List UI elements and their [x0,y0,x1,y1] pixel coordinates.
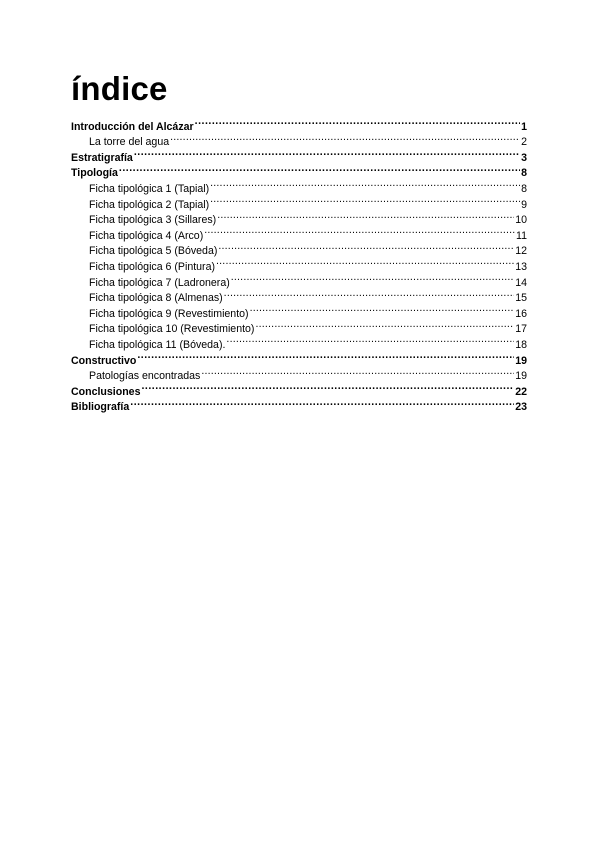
toc-entry-page-number: 8 [521,167,527,180]
toc-dot-leader [201,364,514,380]
toc-entry-page-number: 11 [516,229,527,242]
toc-entry-page-number: 19 [515,354,527,367]
toc-entry[interactable] [71,348,527,367]
toc-entry-label: Ficha tipológica 7 (Ladronera) [89,276,230,289]
toc-entry-label: Constructivo [71,354,137,367]
toc-entry-page-number: 9 [521,198,527,211]
toc-dot-leader [119,161,520,177]
toc-entry-label: Ficha tipológica 6 (Pintura) [89,260,216,273]
toc-entry-label: Patologías encontradas [89,370,201,383]
toc-entry-page-number: 14 [515,276,527,289]
toc-dot-leader [195,114,520,130]
toc-dot-leader [250,301,515,317]
toc-dot-leader [204,223,515,239]
toc-entry-label: Ficha tipológica 5 (Bóveda) [89,245,218,258]
toc-entry-label: Ficha tipológica 4 (Arco) [89,229,204,242]
toc-entry-page-number: 22 [515,385,527,398]
toc-dot-leader [218,239,514,255]
toc-dot-leader [137,348,514,364]
toc-dot-leader [141,379,514,395]
toc-entry-page-number: 8 [521,182,527,195]
toc-entry[interactable] [71,161,527,180]
toc-entry-page-number: 15 [515,292,527,305]
toc-entry-label: Estratigrafía [71,151,133,164]
toc-dot-leader [170,130,520,146]
toc-entry-page-number: 23 [515,401,527,414]
toc-dot-leader [224,286,515,302]
toc-entry-page-number: 19 [515,370,527,383]
toc-dot-leader [210,192,520,208]
toc-entry-page-number: 18 [515,338,527,351]
toc-entry-page-number: 17 [515,323,527,336]
toc-entry[interactable] [71,114,527,133]
toc-entry-label: Bibliografía [71,401,130,414]
toc-entry-page-number: 2 [521,136,527,149]
toc-entry-page-number: 16 [515,307,527,320]
toc-entry[interactable] [71,145,527,164]
toc-dot-leader [217,208,514,224]
toc-entry-page-number: 10 [515,214,527,227]
toc-entry-label: Ficha tipológica 9 (Revestimiento) [89,307,249,320]
toc-entry-label: Ficha tipológica 1 (Tapial) [89,182,210,195]
table-of-contents [71,114,527,414]
toc-entry-label: Ficha tipológica 2 (Tapial) [89,198,210,211]
toc-entry-page-number: 1 [521,120,527,133]
toc-dot-leader [134,145,520,161]
toc-entry-label: Tipología [71,167,118,180]
toc-dot-leader [130,395,514,411]
toc-entry-label: Conclusiones [71,385,141,398]
toc-entry[interactable] [71,364,527,383]
toc-entry-label: Introducción del Alcázar [71,120,194,133]
toc-dot-leader [226,332,514,348]
toc-entry-page-number: 13 [515,260,527,273]
toc-entry-label: Ficha tipológica 10 (Revestimiento) [89,323,255,336]
toc-entry[interactable] [71,395,527,414]
toc-entry[interactable] [71,176,527,195]
toc-entry-page-number: 12 [515,245,527,258]
toc-entry-label: La torre del agua [89,136,170,149]
toc-entry-label: Ficha tipológica 8 (Almenas) [89,292,223,305]
page-title: índice [71,70,168,107]
toc-entry-page-number: 3 [521,151,527,164]
toc-entry-label: Ficha tipológica 11 (Bóveda). [89,338,226,351]
toc-entry-label: Ficha tipológica 3 (Sillares) [89,214,217,227]
toc-dot-leader [255,317,514,333]
toc-dot-leader [231,270,514,286]
toc-dot-leader [210,176,520,192]
toc-dot-leader [216,254,514,270]
